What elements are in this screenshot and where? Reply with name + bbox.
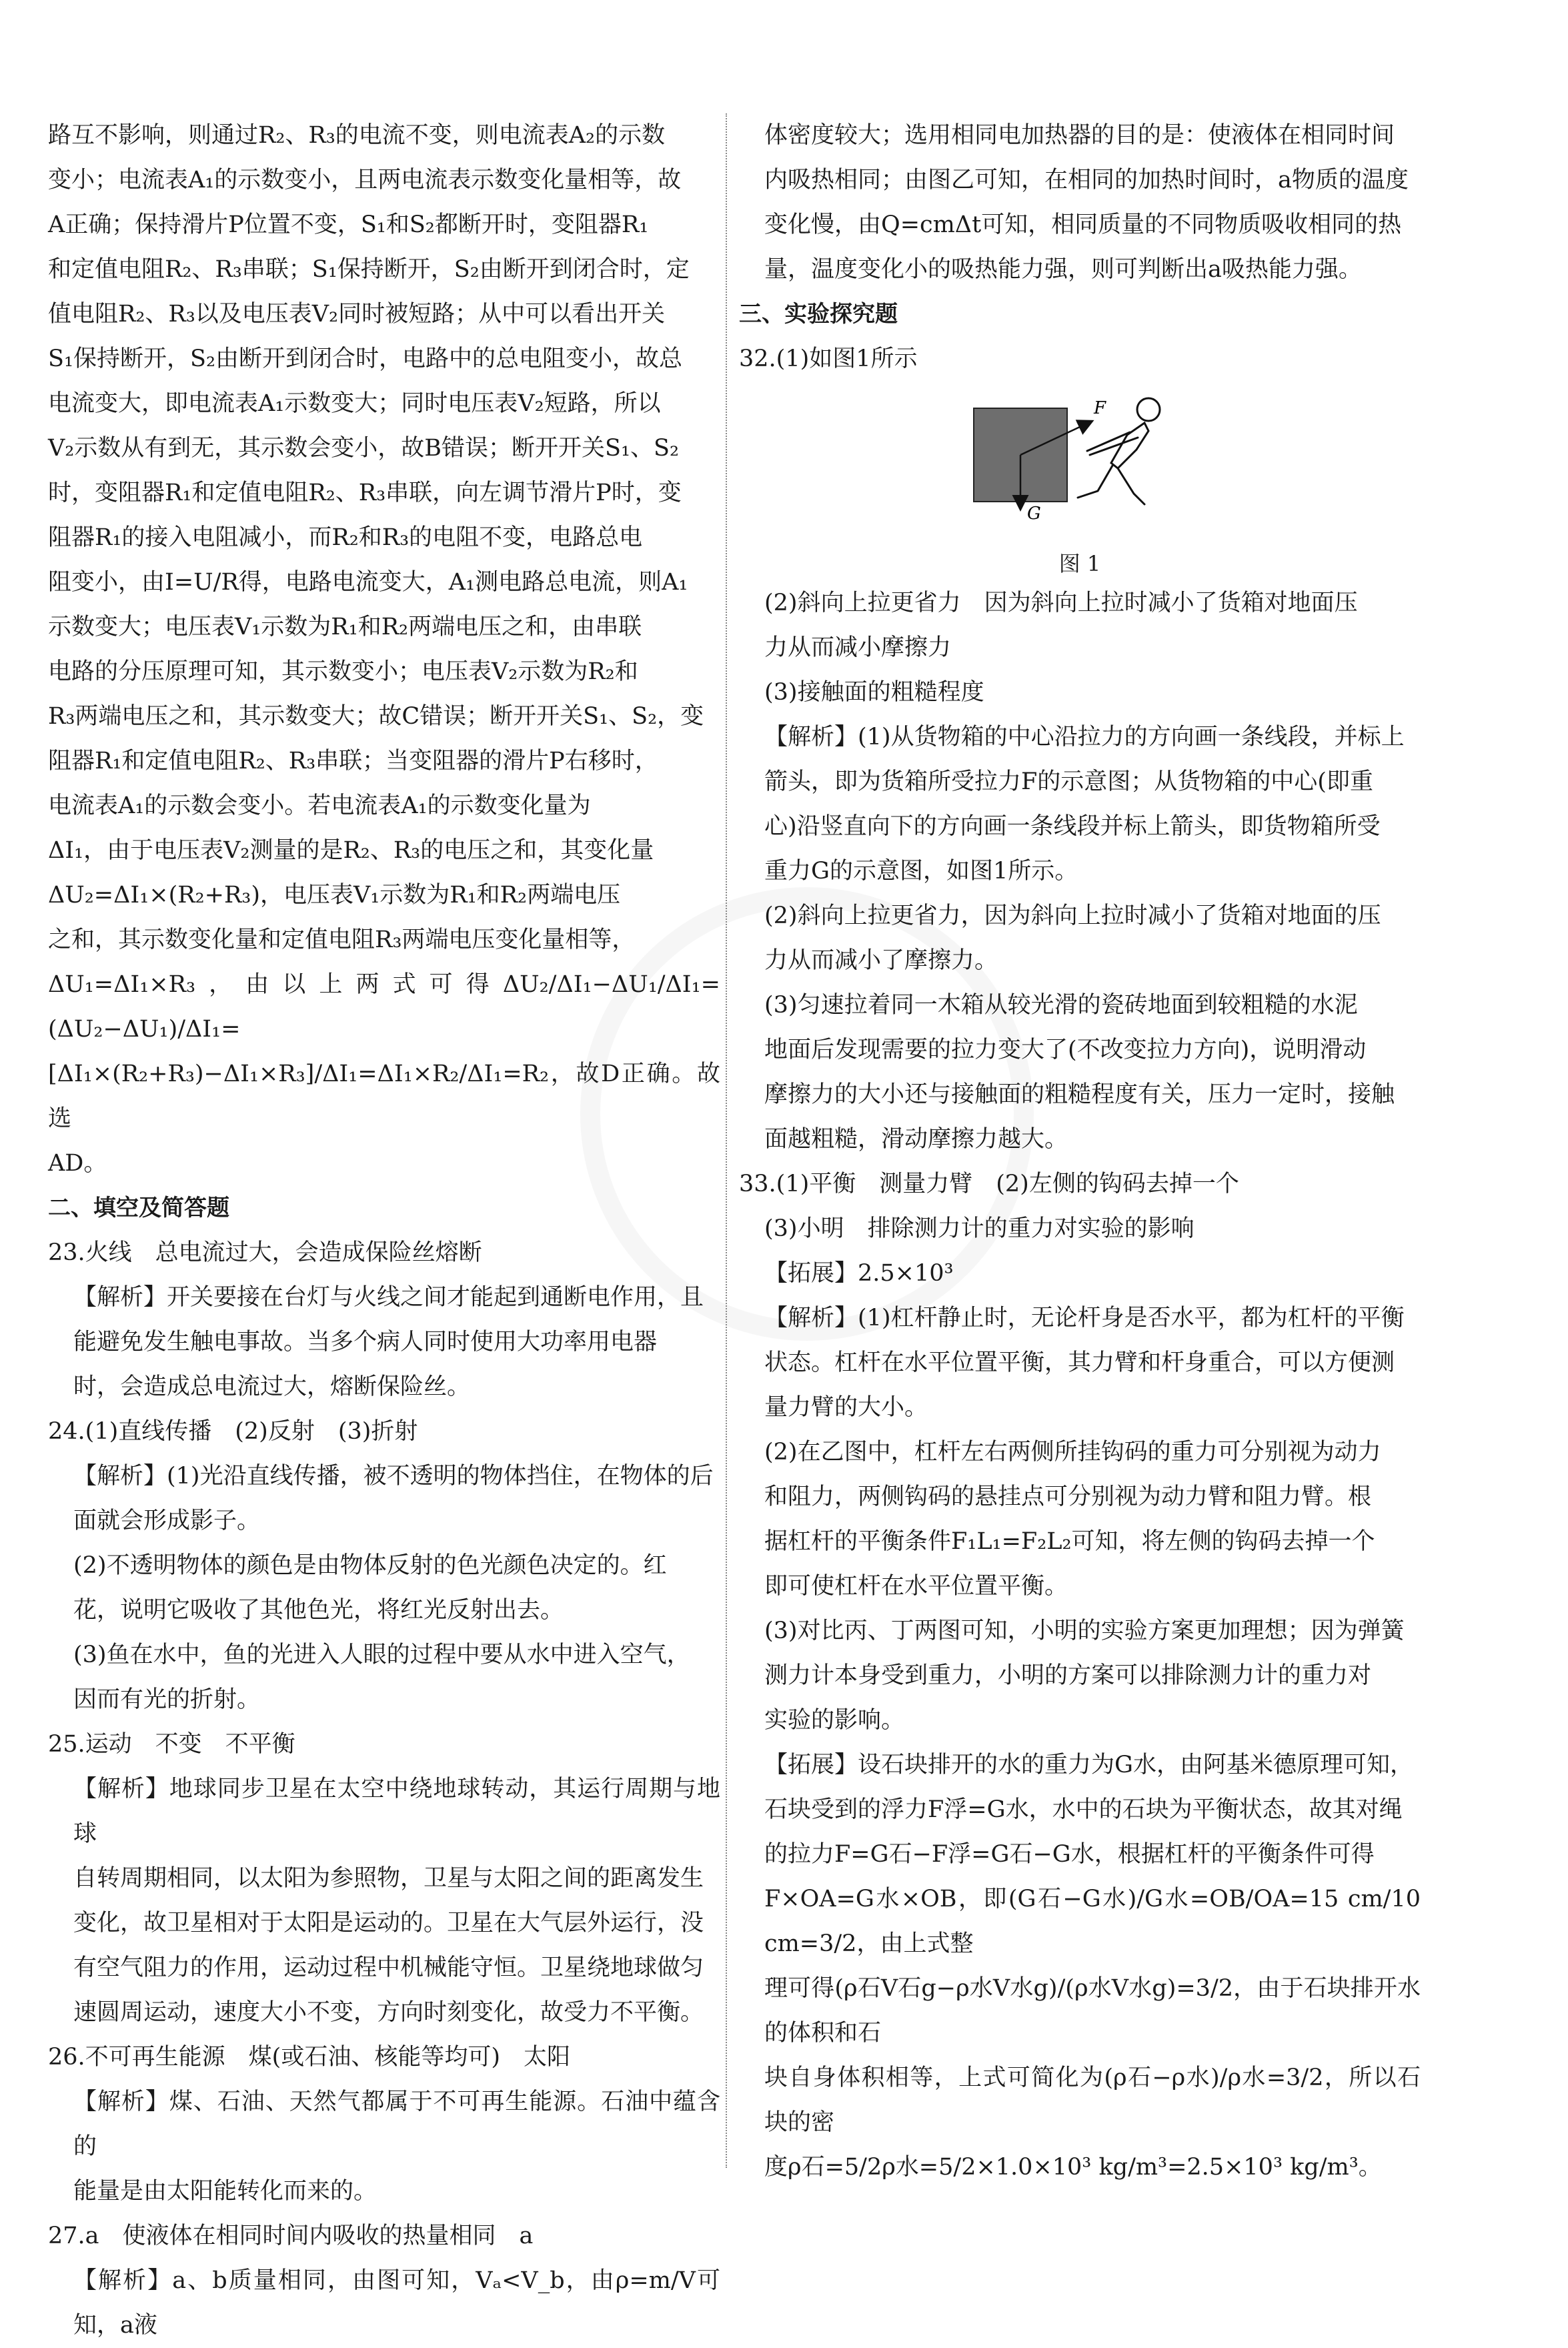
- text-line: 花，说明它吸收了其他色光，将红光反射出去。: [73, 1597, 564, 1624]
- text-line: 心)沿竖直向下的方向画一条线段并标上箭头，即货物箱所受: [764, 813, 1381, 840]
- text-line: 【解析】煤、石油、天然气都属于不可再生能源。石油中蕴含的: [73, 2089, 720, 2160]
- text-line: 示数变大；电压表V₁示数为R₁和R₂两端电压之和，由串联: [48, 614, 642, 640]
- text-line: ΔI₁，由于电压表V₂测量的是R₂、R₃的电压之和，其变化量: [48, 837, 654, 864]
- section-heading: 二、填空及简答题: [48, 1195, 229, 1221]
- text-line: 【拓展】设石块排开的水的重力为G水，由阿基米德原理可知，: [764, 1752, 1413, 1778]
- left-column: [48, 113, 720, 2348]
- text-line: 块自身体积相等，上式可简化为(ρ石−ρ水)/ρ水=3/2，所以石块的密: [764, 2065, 1421, 2136]
- text-line: 理可得(ρ石V石g−ρ水V水g)/(ρ水V水g)=3/2，由于石块排开水的体积和石: [764, 1975, 1421, 2046]
- text-line: 阻器R₁和定值电阻R₂、R₃串联；当变阻器的滑片P右移时，: [48, 748, 658, 774]
- text-line: (3)鱼在水中，鱼的光进入人眼的过程中要从水中进入空气，: [73, 1642, 690, 1668]
- person-pulling: [1078, 398, 1160, 504]
- text-line: 体密度较大；选用相同电加热器的目的是：使液体在相同时间: [764, 122, 1395, 149]
- text-line: 面越粗糙，滑动摩擦力越大。: [764, 1126, 1068, 1153]
- text-line: 内吸热相同；由图乙可知，在相同的加热时间时，a物质的温度: [764, 167, 1409, 193]
- text-line: 25.运动 不变 不平衡: [48, 1731, 295, 1758]
- text-line: 27.a 使液体在相同时间内吸收的热量相同 a: [48, 2223, 534, 2249]
- text-line: 度ρ石=5/2ρ水=5/2×1.0×10³ kg/m³=2.5×10³ kg/m³。: [764, 2154, 1382, 2181]
- text-line: 【拓展】2.5×10³: [764, 1260, 954, 1287]
- text-line: 箭头，即为货箱所受拉力F的示意图；从货物箱的中心(即重: [764, 768, 1373, 795]
- text-line: AD。: [48, 1150, 107, 1177]
- text-line: 地面后发现需要的拉力变大了(不改变拉力方向)，说明滑动: [764, 1037, 1367, 1063]
- text-line: 变化，故卫星相对于太阳是运动的。卫星在大气层外运行，没: [73, 1910, 704, 1936]
- text-line: 有空气阻力的作用，运动过程中机械能守恒。卫星绕地球做匀: [73, 1954, 704, 1981]
- text-line: A正确；保持滑片P位置不变，S₁和S₂都断开时，变阻器R₁: [48, 211, 649, 238]
- text-line: ΔU₂=ΔI₁×(R₂+R₃)，电压表V₁示数为R₁和R₂两端电压: [48, 882, 621, 909]
- text-line: 【解析】开关要接在台灯与火线之间才能起到通断电作用，且: [73, 1284, 704, 1311]
- text-line: (3)匀速拉着同一木箱从较光滑的瓷砖地面到较粗糙的水泥: [764, 992, 1358, 1019]
- text-line: 值电阻R₂、R₃以及电压表V₂同时被短路；从中可以看出开关: [48, 301, 666, 328]
- text-line: (2)不透明物体的颜色是由物体反射的色光颜色决定的。红: [73, 1552, 667, 1579]
- figure-1-drawing: [970, 391, 1190, 524]
- text-line: (2)斜向上拉更省力 因为斜向上拉时减小了货箱对地面压: [764, 590, 1358, 616]
- text-line: 路互不影响，则通过R₂、R₃的电流不变，则电流表A₂的示数: [48, 122, 666, 149]
- text-line: 量力臂的大小。: [764, 1394, 928, 1421]
- text-line: S₁保持断开，S₂由断开到闭合时，电路中的总电阻变小，故总: [48, 346, 683, 372]
- gravity-label: G: [1027, 504, 1041, 524]
- text-line: 32.(1)如图1所示: [739, 346, 918, 372]
- text-line: (3)接触面的粗糙程度: [764, 679, 984, 706]
- text-line: 自转周期相同，以太阳为参照物，卫星与太阳之间的距离发生: [73, 1865, 704, 1892]
- text-line: 【解析】(1)从货物箱的中心沿拉力的方向画一条线段，并标上: [764, 724, 1405, 750]
- text-line: (3)小明 排除测力计的重力对实验的影响: [764, 1215, 1195, 1242]
- text-line: 实验的影响。: [764, 1707, 905, 1734]
- text-line: 【解析】地球同步卫星在太空中绕地球转动，其运行周期与地球: [73, 1776, 720, 1847]
- text-line: 和定值电阻R₂、R₃串联；S₁保持断开，S₂由断开到闭合时，定: [48, 256, 690, 283]
- text-line: 时，会造成总电流过大，熔断保险丝。: [73, 1373, 471, 1400]
- right-column-top: [739, 113, 1421, 382]
- right-column: [739, 113, 1421, 2190]
- text-line: 24.(1)直线传播 (2)反射 (3)折射: [48, 1418, 418, 1445]
- text-line: 力从而减小了摩擦力。: [764, 947, 998, 974]
- text-line: 【解析】(1)杠杆静止时，无论杆身是否水平，都为杠杆的平衡: [764, 1305, 1405, 1331]
- text-line: 之和，其示数变化量和定值电阻R₃两端电压变化量相等，: [48, 927, 636, 953]
- text-line: 和阻力，两侧钩码的悬挂点可分别视为动力臂和阻力臂。根: [764, 1484, 1372, 1510]
- text-line: 阻器R₁的接入电阻减小，而R₂和R₃的电阻不变，电路总电: [48, 524, 643, 551]
- text-line: 速圆周运动，速度大小不变，方向时刻变化，故受力不平衡。: [73, 1999, 704, 2026]
- text-line: 力从而减小摩擦力: [764, 634, 952, 661]
- text-line: 因而有光的折射。: [73, 1686, 261, 1713]
- text-line: 重力G的示意图，如图1所示。: [764, 858, 1078, 885]
- text-line: F×OA=G水×OB，即(G石−G水)/G水=OB/OA=15 cm/10 cm=3/2，由上式整: [764, 1886, 1421, 1957]
- text-line: 【解析】a、b质量相同，由图可知，Vₐ<V_b，由ρ=m/V可知，a液: [73, 2267, 720, 2339]
- text-line: (2)斜向上拉更省力，因为斜向上拉时减小了货箱对地面的压: [764, 903, 1381, 929]
- text-line: ΔU₁=ΔI₁×R₃，由以上两式可得ΔU₂/ΔI₁−ΔU₁/ΔI₁=(ΔU₂−ΔU₁)/ΔI₁=: [48, 971, 720, 1043]
- text-line: 变小；电流表A₁的示数变小，且两电流表示数变化量相等，故: [48, 167, 682, 193]
- text-line: 即可使杠杆在水平位置平衡。: [764, 1573, 1068, 1600]
- text-line: 据杠杆的平衡条件F₁L₁=F₂L₂可知，将左侧的钩码去掉一个: [764, 1528, 1375, 1555]
- text-line: 变化慢，由Q=cmΔt可知，相同质量的不同物质吸收相同的热: [764, 211, 1402, 238]
- text-line: 状态。杠杆在水平位置平衡，其力臂和杆身重合，可以方便测: [764, 1349, 1395, 1376]
- text-line: 电路的分压原理可知，其示数变小；电压表V₂示数为R₂和: [48, 658, 638, 685]
- text-line: 【解析】(1)光沿直线传播，被不透明的物体挡住，在物体的后: [73, 1463, 714, 1490]
- text-line: V₂示数从有到无，其示数会变小，故B错误；断开开关S₁、S₂: [48, 435, 680, 462]
- text-line: 摩擦力的大小还与接触面的粗糙程度有关，压力一定时，接触: [764, 1081, 1395, 1108]
- text-line: 测力计本身受到重力，小明的方案可以排除测力计的重力对: [764, 1662, 1372, 1689]
- text-line: 电流变大，即电流表A₁示数变大；同时电压表V₂短路，所以: [48, 390, 661, 417]
- text-line: 的拉力F=G石−F浮=G石−G水，根据杠杆的平衡条件可得: [764, 1841, 1375, 1868]
- text-line: 26.不可再生能源 煤(或石油、核能等均可) 太阳: [48, 2044, 570, 2071]
- text-line: [ΔI₁×(R₂+R₃)−ΔI₁×R₃]/ΔI₁=ΔI₁×R₂/ΔI₁=R₂，故D正确。故选: [48, 1061, 720, 1132]
- force-label: F: [1094, 398, 1106, 418]
- section-heading: 三、实验探究题: [739, 301, 898, 328]
- text-line: 时，变阻器R₁和定值电阻R₂、R₃串联，向左调节滑片P时，变: [48, 480, 682, 506]
- figure-1-caption: 图 1: [1058, 551, 1101, 576]
- right-column-bottom: [739, 581, 1421, 2190]
- text-line: (2)在乙图中，杠杆左右两侧所挂钩码的重力可分别视为动力: [764, 1439, 1381, 1465]
- text-line: 电流表A₁的示数会变小。若电流表A₁的示数变化量为: [48, 792, 591, 819]
- text-line: 23.火线 总电流过大，会造成保险丝熔断: [48, 1239, 482, 1266]
- text-line: 石块受到的浮力F浮=G水，水中的石块为平衡状态，故其对绳: [764, 1796, 1403, 1823]
- text-line: 能避免发生触电事故。当多个病人同时使用大功率用电器: [73, 1329, 658, 1355]
- text-line: 量，温度变化小的吸热能力强，则可判断出a吸热能力强。: [764, 256, 1362, 283]
- column-divider: [726, 113, 727, 2168]
- text-line: 33.(1)平衡 测量力臂 (2)左侧的钩码去掉一个: [739, 1171, 1239, 1197]
- text-line: R₃两端电压之和，其示数变大；故C错误；断开开关S₁、S₂，变: [48, 703, 704, 730]
- text-line: 面就会形成影子。: [73, 1508, 261, 1534]
- text-line: 阻变小，由I=U/R得，电路电流变大，A₁测电路总电流，则A₁: [48, 569, 688, 596]
- figure-1: [739, 391, 1421, 540]
- text-line: 能量是由太阳能转化而来的。: [73, 2178, 377, 2205]
- text-line: (3)对比丙、丁两图可知，小明的实验方案更加理想；因为弹簧: [764, 1618, 1405, 1644]
